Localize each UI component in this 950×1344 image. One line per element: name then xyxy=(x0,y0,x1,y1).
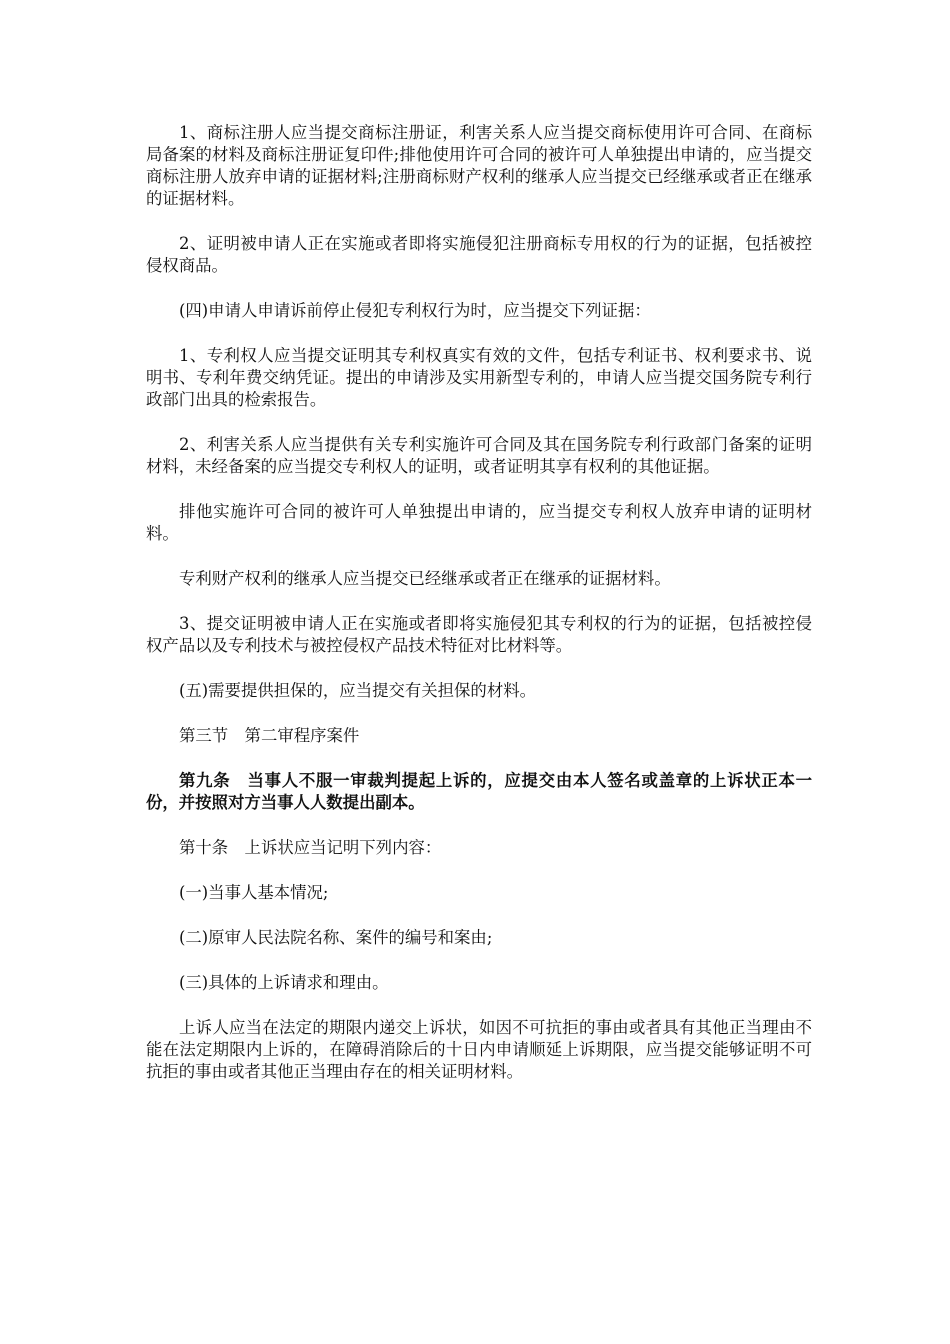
paragraph-3: (四)申请人申请诉前停止侵犯专利权行为时，应当提交下列证据： xyxy=(179,301,651,320)
list-item-2: (二)原审人民法院名称、案件的编号和案由; xyxy=(179,928,493,947)
paragraph-final: 上诉人应当在法定的期限内递交上诉状，如因不可抗拒的事由或者具有其他正当理由不能在法定期限内上诉的，在障碍消除后的十日内申请顺延上诉期限，应当提交能够证明不可抗拒的事由或者其他正当理由存在的相关证明材料。 xyxy=(146,1018,812,1081)
paragraph-9: (五)需要提供担保的，应当提交有关担保的材料。 xyxy=(179,681,536,700)
paragraph-2: 2、证明被申请人正在实施或者即将实施侵犯注册商标专用权的行为的证据，包括被控侵权商品。 xyxy=(146,234,812,275)
paragraph-6: 排他实施许可合同的被许可人单独提出申请的，应当提交专利权人放弃申请的证明材料。 xyxy=(146,502,812,543)
paragraph-1: 1、商标注册人应当提交商标注册证，利害关系人应当提交商标使用许可合同、在商标局备案的材料及商标注册证复印件;排他使用许可合同的被许可人单独提出申请的，应当提交商标注册人放弃申请的证据材料;注册商标财产权利的继承人应当提交已经继承或者正在继承的证据材料。 xyxy=(146,123,812,208)
section-heading: 第三节 第二审程序案件 xyxy=(179,726,360,745)
paragraph-4: 1、专利权人应当提交证明其专利权真实有效的文件，包括专利证书、权利要求书、说明书、专利年费交纳凭证。提出的申请涉及实用新型专利的，申请人应当提交国务院专利行政部门出具的检索报告。 xyxy=(146,346,812,409)
article-10-paragraph: 第十条 上诉状应当记明下列内容： xyxy=(179,838,442,857)
document-body xyxy=(146,122,812,1106)
paragraph-5: 2、利害关系人应当提供有关专利实施许可合同及其在国务院专利行政部门备案的证明材料，未经备案的应当提交专利权人的证明，或者证明其享有权利的其他证据。 xyxy=(146,435,812,476)
list-item-3: (三)具体的上诉请求和理由。 xyxy=(179,973,389,992)
list-item-1: (一)当事人基本情况; xyxy=(179,883,329,902)
paragraph-7: 专利财产权利的继承人应当提交已经继承或者正在继承的证据材料。 xyxy=(179,569,671,588)
article-9-paragraph: 第九条 当事人不服一审裁判提起上诉的，应提交由本人签名或盖章的上诉状正本一份，并按照对方当事人人数提出副本。 xyxy=(146,771,812,812)
paragraph-8: 3、提交证明被申请人正在实施或者即将实施侵犯其专利权的行为的证据，包括被控侵权产品以及专利技术与被控侵权产品技术特征对比材料等。 xyxy=(146,614,812,655)
